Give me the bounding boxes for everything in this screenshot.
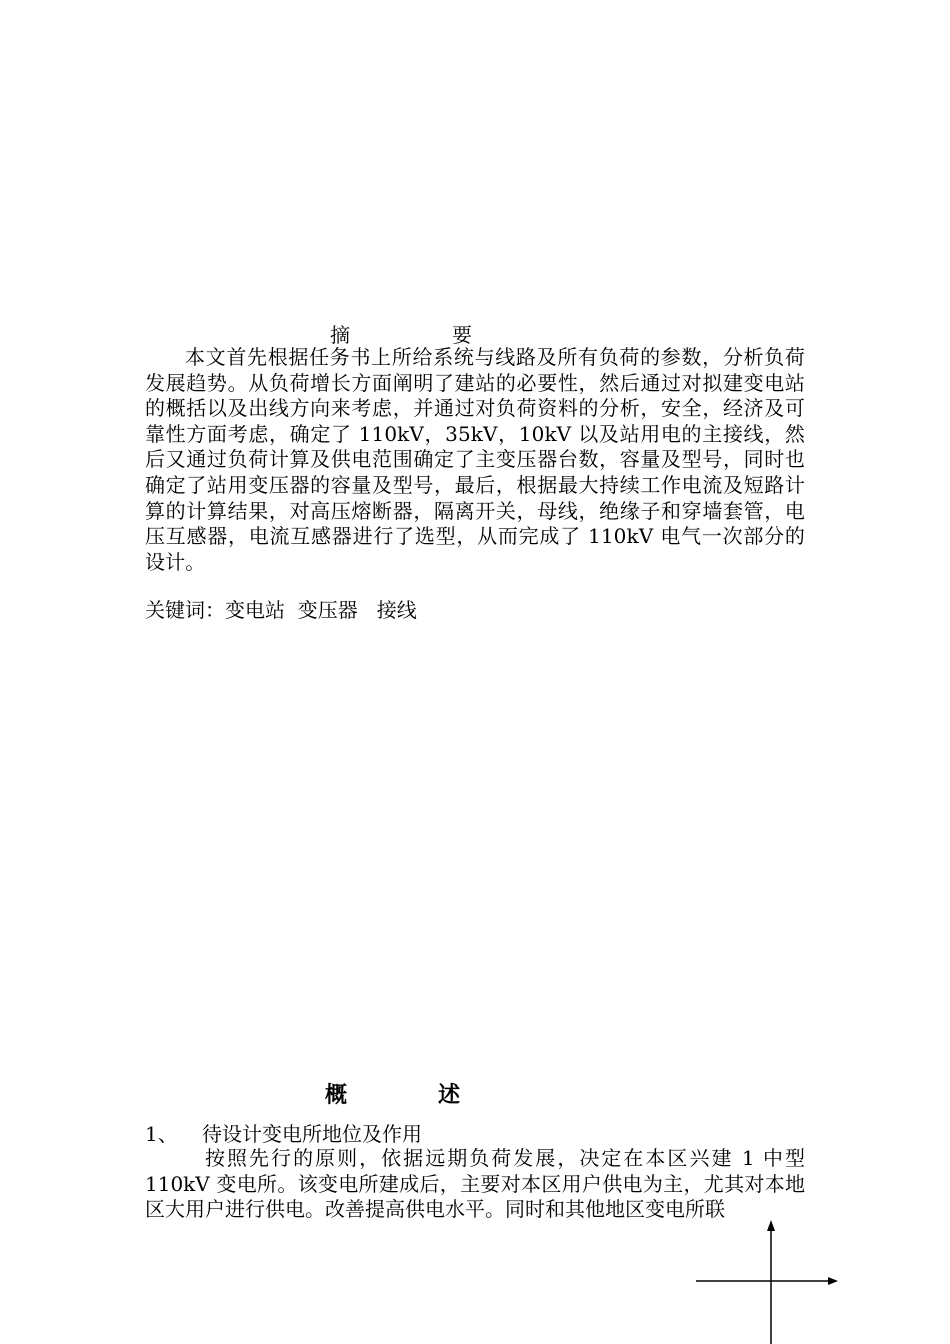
abstract-body: 本文首先根据任务书上所给系统与线路及所有负荷的参数，分析负荷发展趋势。从负荷增长方面阐明了建站的必要性，然后通过对拟建变电站的概括以及出线方向来考虑，并通过对负荷资料的分析，安全，经济及可靠性方面考虑，确定了 110kV，35kV，10kV 以及站用电的主接线，然后又通过负荷计算及供电范围确定了主变压器台数，容量及型号，同时也确定了站用变压器的容量及型号，最后，根据最大持续工作电流及短路计算的计算结果，对高压熔断器，隔离开关，母线，绝缘子和穿墙套管，电压互感器，电流互感器进行了选型，从而完成了 110kV 电气一次部分的设计。	[145, 345, 805, 574]
abstract-title-char-2: 要	[452, 323, 472, 347]
section-number: 1、	[145, 1122, 178, 1146]
horizontal-arrowhead	[828, 1277, 838, 1285]
abstract-title-char-1: 摘	[330, 323, 350, 347]
overview-title	[145, 1080, 805, 1114]
vertical-arrowhead	[767, 1220, 775, 1231]
section-body: 按照先行的原则，依据远期负荷发展，决定在本区兴建 1 中型 110kV 变电所。该变电所建成后，主要对本区用户供电为主，尤其对本地区大用户进行供电。改善提高供电水平。同时和其他地区变电所联	[145, 1146, 805, 1222]
keywords-line: 关键词：变电站 变压器 接线	[145, 598, 417, 622]
overview-title-char-2: 述	[438, 1083, 461, 1108]
overview-title-char-1: 概	[325, 1083, 348, 1108]
section-title: 待设计变电所地位及作用	[202, 1122, 422, 1146]
axes-figure	[690, 1200, 850, 1344]
